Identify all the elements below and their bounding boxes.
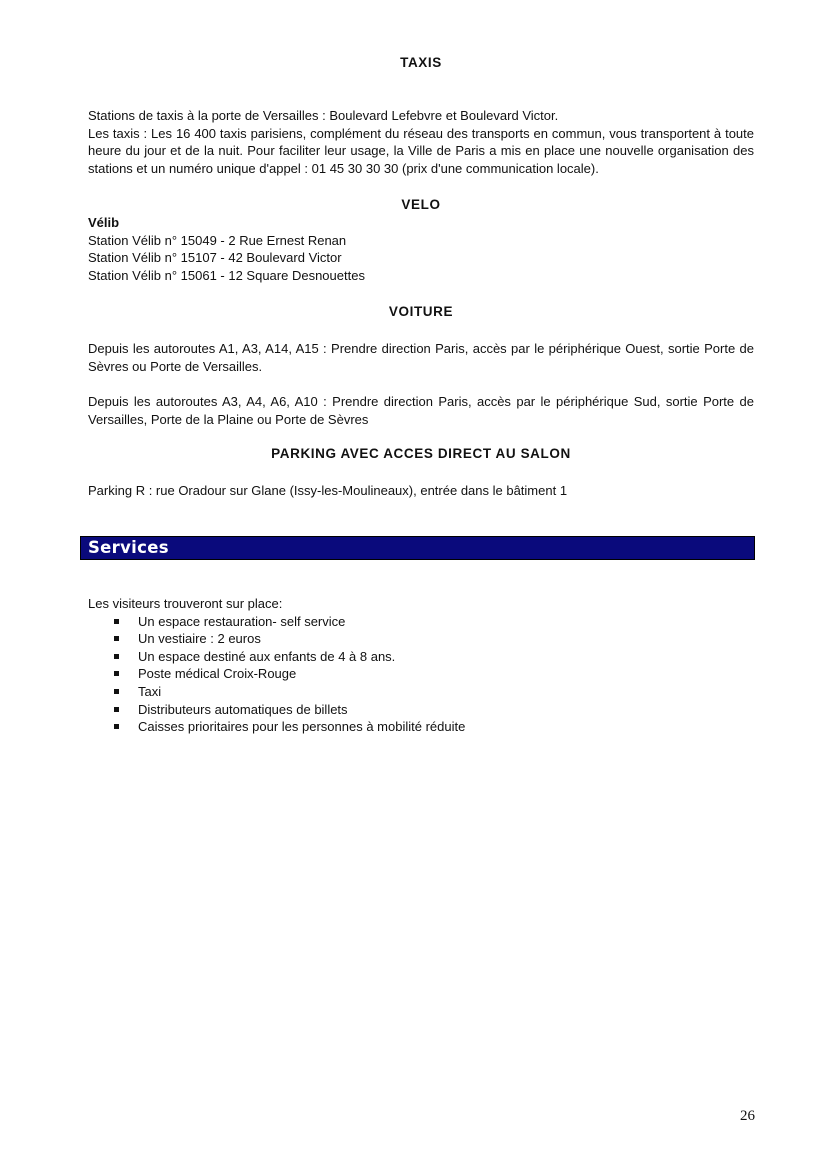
taxis-paragraph: Les taxis : Les 16 400 taxis parisiens, complément du réseau des transports en commun, vous transportent à toute heure du jour et de la nuit. Pour faciliter leur usage, la Ville de Paris a mis en place une nouvelle organisation des stations et un numéro unique d'appel : 01 45 30 30 30 (prix d'une communication locale).: [88, 125, 754, 176]
parking-heading: PARKING AVEC ACCES DIRECT AU SALON: [271, 446, 571, 461]
velo-section: [88, 214, 754, 284]
services-title: Services: [88, 538, 169, 557]
list-item: Poste médical Croix-Rouge: [88, 665, 754, 683]
velo-heading: VELO: [401, 197, 441, 212]
services-section-bar: [80, 536, 755, 560]
services-list: [88, 613, 754, 736]
list-item: Taxi: [88, 683, 754, 701]
bullet-square-icon: [114, 724, 119, 729]
list-item: Caisses prioritaires pour les personnes à mobilité réduite: [88, 718, 754, 736]
voiture-paragraph-1: [88, 340, 754, 375]
taxis-heading: TAXIS: [400, 55, 442, 70]
bullet-square-icon: [114, 654, 119, 659]
voiture-paragraph-2: [88, 393, 754, 428]
bullet-square-icon: [114, 671, 119, 676]
list-item: Un vestiaire : 2 euros: [88, 630, 754, 648]
voiture-text-1: Depuis les autoroutes A1, A3, A14, A15 : Prendre direction Paris, accès par le périphérique Ouest, sortie Porte de Sèvres ou Porte de Versailles.: [88, 341, 754, 374]
velib-subheading: Vélib: [88, 215, 120, 230]
voiture-heading: VOITURE: [388, 304, 454, 319]
voiture-text-2: Depuis les autoroutes A3, A4, A6, A10 : Prendre direction Paris, accès par le périphérique Sud, sortie Porte de Versailles, Porte de la Plaine ou Porte de Sèvres: [88, 394, 754, 427]
taxis-stations-line: Stations de taxis à la porte de Versailles : Boulevard Lefebvre et Boulevard Victor.: [88, 108, 559, 123]
services-intro: Les visiteurs trouveront sur place:: [88, 596, 283, 611]
list-item: Distributeurs automatiques de billets: [88, 701, 754, 719]
list-item: Un espace restauration- self service: [88, 613, 754, 631]
bullet-square-icon: [114, 707, 119, 712]
velib-station-2: Station Vélib n° 15107 - 42 Boulevard Victor: [88, 250, 342, 266]
page-number: 26: [740, 1108, 755, 1124]
bullet-square-icon: [114, 636, 119, 641]
taxis-section: [88, 107, 754, 177]
bullet-square-icon: [114, 689, 119, 694]
parking-section: [88, 482, 754, 500]
velib-station-1: Station Vélib n° 15049 - 2 Rue Ernest Renan: [88, 232, 347, 248]
bullet-square-icon: [114, 619, 119, 624]
velib-station-3: Station Vélib n° 15061 - 12 Square Desnouettes: [88, 267, 365, 283]
parking-text: Parking R : rue Oradour sur Glane (Issy-les-Moulineaux), entrée dans le bâtiment 1: [88, 483, 568, 498]
list-item: Un espace destiné aux enfants de 4 à 8 ans.: [88, 648, 754, 666]
services-section: [88, 595, 754, 736]
